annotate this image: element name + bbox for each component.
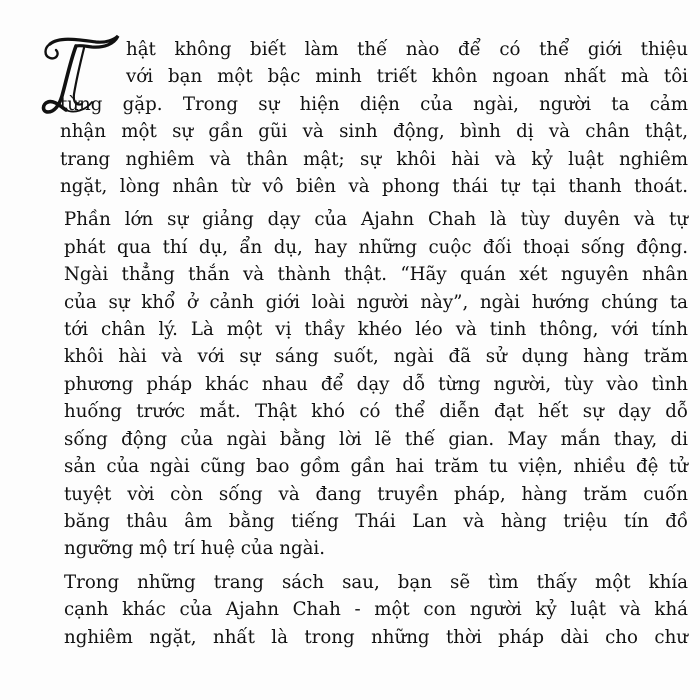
text-line: Ngài thẳng thắn và thành thật. “Hãy quán xét nguyên nhân [64, 264, 688, 286]
text-line: khôi hài và với sự sáng suốt, ngài đã sử dụng hàng trăm [64, 346, 688, 368]
text-line: từng gặp. Trong sự hiện diện của ngài, người ta cảm [60, 93, 688, 115]
text-line: sản của ngài cũng bao gồm gần hai trăm tu viện, nhiều đệ tử [64, 456, 688, 478]
paragraph-3 [60, 569, 688, 651]
text-line: nhận một sự gần gũi và sinh động, bình dị và chân thật, [60, 121, 688, 143]
text-line: Trong những trang sách sau, bạn sẽ tìm thấy một khía [64, 571, 688, 593]
text-line: băng thâu âm bằng tiếng Thái Lan và hàng triệu tín đồ [64, 510, 688, 532]
text-line: sống động của ngài bằng lời lẽ thế gian. May mắn thay, di [64, 428, 688, 450]
text-line: hật không biết làm thế nào để có thể giới thiệu [126, 39, 688, 60]
paragraph-2 [60, 206, 688, 562]
text-line: ngưỡng mộ trí huệ của ngài. [64, 538, 326, 560]
text-line: tới chân lý. Là một vị thầy khéo léo và tinh thông, với tính [64, 319, 688, 341]
text-line: ngặt, lòng nhân từ vô biên và phong thái tự tại thanh thoát. [60, 176, 688, 198]
text-line: phương pháp khác nhau để dạy dỗ từng người, tùy vào tình [64, 373, 688, 395]
text-line: huống trước mắt. Thật khó có thể diễn đạt hết sự dạy dỗ [64, 401, 688, 423]
text-line: tuyệt vời còn sống và đang truyền pháp, hàng trăm cuốn [64, 483, 688, 505]
text-line: trang nghiêm và thân mật; sự khôi hài và kỷ luật nghiêm [60, 148, 688, 170]
paragraph-1 [60, 36, 688, 200]
body-text [60, 36, 688, 657]
text-line: cạnh khác của Ajahn Chah - một con người kỷ luật và khá [64, 599, 688, 621]
text-line: với bạn một bậc minh triết khôn ngoan nhất mà tôi [126, 66, 688, 88]
text-line: phát qua thí dụ, ẩn dụ, hay những cuộc đối thoại sống động. [64, 236, 688, 258]
text-line: Phần lớn sự giảng dạy của Ajahn Chah là tùy duyên và tự [64, 209, 688, 231]
text-line: nghiêm ngặt, nhất là trong những thời pháp dài cho chư [64, 626, 688, 648]
text-line: của sự khổ ở cảnh giới loài người này”, ngài hướng chúng ta [64, 291, 688, 313]
